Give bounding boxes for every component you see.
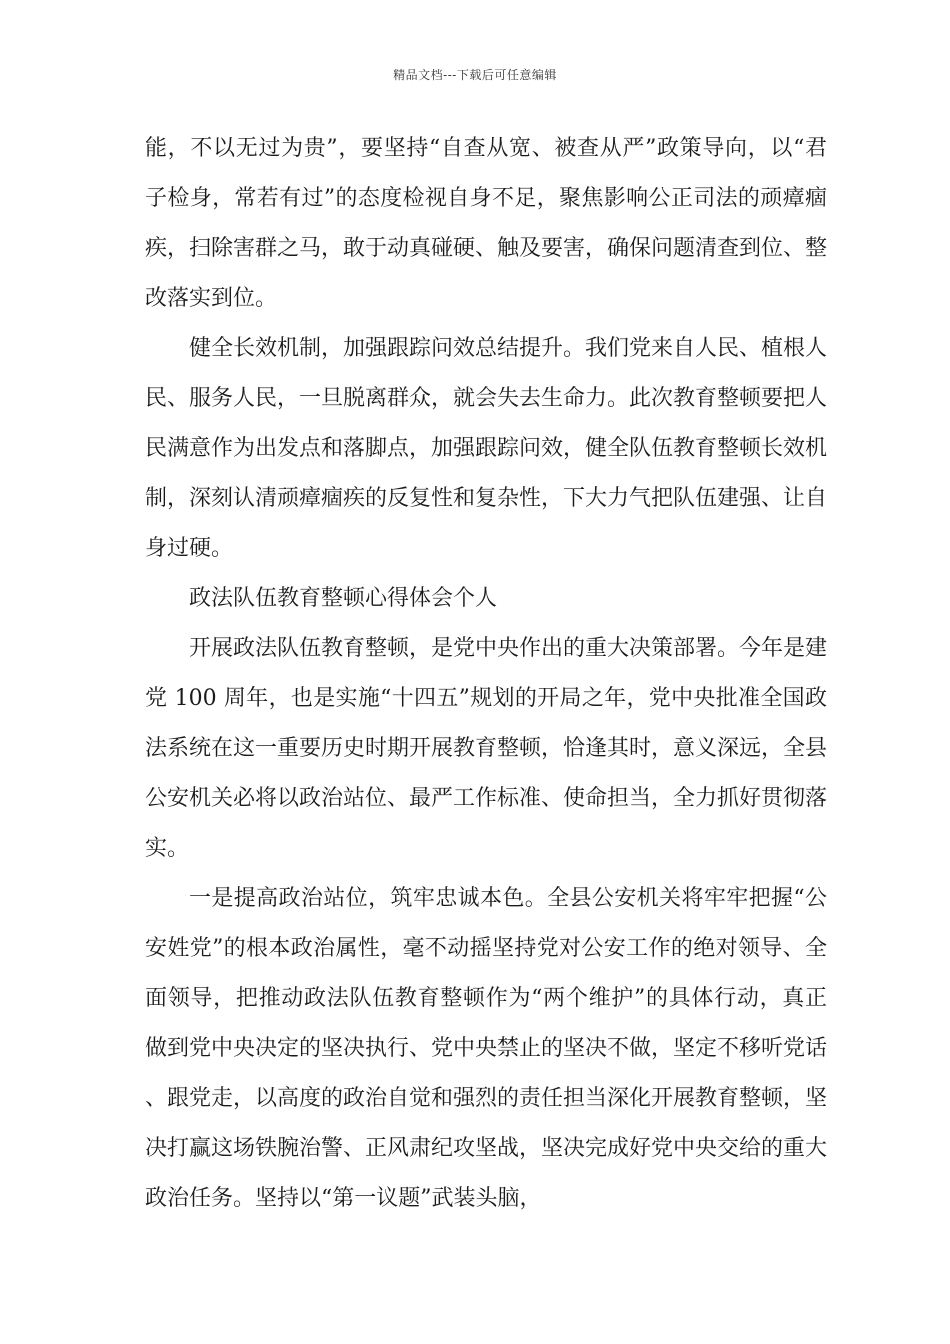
paragraph-point-one: 一是提高政治站位，筑牢忠诚本色。全县公安机关将牢牢把握“公安姓党”的根本政治属性，毫不动摇坚持党对公安工作的绝对领导、全面领导，把推动政法队伍教育整顿作为“两个维护”的具体行动，真正做到党中央决定的坚决执行、党中央禁止的坚决不做，坚定不移听党话、跟党走，以高度的政治自觉和强烈的责任担当深化开展教育整顿，坚决打赢这场铁腕治警、正风肃纪攻坚战，坚决完成好党中央交给的重大政治任务。坚持以“第一议题”武装头脑， [145,886,828,1211]
paragraph-intro: 开展政法队伍教育整顿，是党中央作出的重大决策部署。今年是建党 100 周年，也是实施“十四五”规划的开局之年，党中央批准全国政法系统在这一重要历史时期开展教育整顿，恰逢其时，意义深远，全县公安机关必将以政治站位、最严工作标准、使命担当，全力抓好贯彻落实。 [145,636,828,861]
paragraph-continuation: 能，不以无过为贵”，要坚持“自查从宽、被查从严”政策导向，以“君子检身，常若有过”的态度检视自身不足，聚焦影响公正司法的顽瘴痼疾，扫除害群之马，敢于动真碰硬、触及要害，确保问题清查到位、整改落实到位。 [145,136,828,311]
section-heading: 政法队伍教育整顿心得体会个人 [189,586,498,611]
paragraph-long-term-mechanism: 健全长效机制，加强跟踪问效总结提升。我们党来自人民、植根人民、服务人民，一旦脱离群众，就会失去生命力。此次教育整顿要把人民满意作为出发点和落脚点，加强跟踪问效，健全队伍教育整顿长效机制，深刻认清顽瘴痼疾的反复性和复杂性，下大力气把队伍建强、让自身过硬。 [145,336,828,561]
document-body [145,124,827,1224]
page-header: 精品文档---下载后可任意编辑 [393,68,557,82]
